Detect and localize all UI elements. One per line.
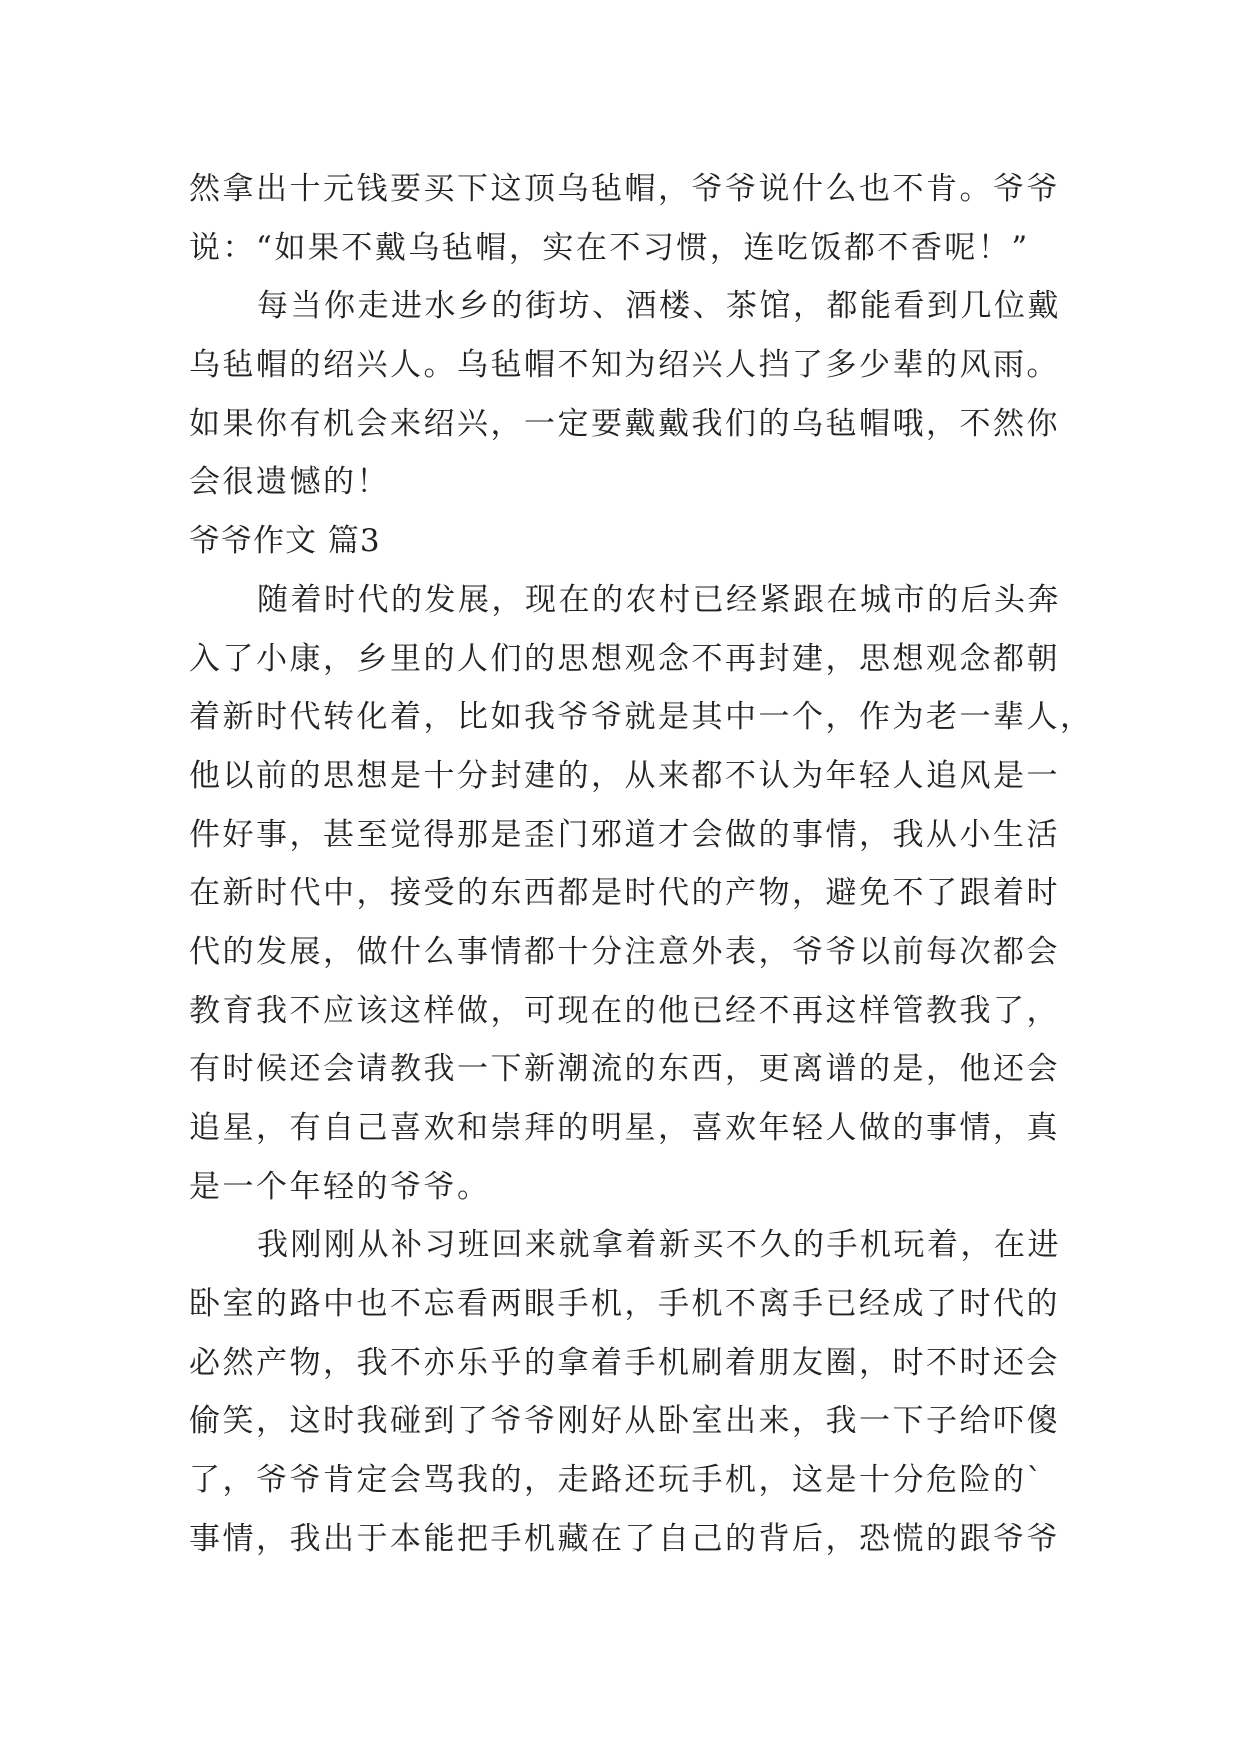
- document-body: [189, 160, 1094, 1569]
- text-line: 追星，有自己喜欢和崇拜的明星，喜欢年轻人做的事情，真: [189, 1110, 1060, 1146]
- text-line: 教育我不应该这样做，可现在的他已经不再这样管教我了，: [189, 992, 1060, 1029]
- text-line: 乌毡帽的绍兴人。乌毡帽不知为绍兴人挡了多少辈的风雨。: [189, 347, 1060, 384]
- paragraph-start-line: 随着时代的发展，现在的农村已经紧跟在城市的后头奔: [257, 581, 1061, 618]
- paragraph-start-line: 每当你走进水乡的街坊、酒楼、茶馆，都能看到几位戴: [257, 288, 1061, 325]
- text-line: 必然产物，我不亦乐乎的拿着手机刷着朋友圈，时不时还会: [189, 1344, 1060, 1381]
- paragraph-start-line: 我刚刚从补习班回来就拿着新买不久的手机玩着，在进: [257, 1227, 1061, 1264]
- section-heading: 爷爷作文 篇3: [189, 523, 381, 560]
- text-line: 有时候还会请教我一下新潮流的东西，更离谱的是，他还会: [189, 1051, 1060, 1088]
- text-line: 然拿出十元钱要买下这顶乌毡帽，爷爷说什么也不肯。爷爷: [189, 171, 1060, 207]
- text-line: 偷笑，这时我碰到了爷爷刚好从卧室出来，我一下子给吓傻: [189, 1403, 1060, 1440]
- text-line: 说：“如果不戴乌毡帽，实在不习惯，连吃饭都不香呢！”: [189, 229, 1030, 266]
- text-line: 件好事，甚至觉得那是歪门邪道才会做的事情，我从小生活: [189, 816, 1060, 853]
- text-line: 代的发展，做什么事情都十分注意外表，爷爷以前每次都会: [189, 933, 1060, 970]
- text-line: 他以前的思想是十分封建的，从来都不认为年轻人追风是一: [189, 757, 1060, 794]
- text-line: 了，爷爷肯定会骂我的，走路还玩手机，这是十分危险的`: [189, 1462, 1045, 1499]
- text-line: 卧室的路中也不忘看两眼手机，手机不离手已经成了时代的: [189, 1286, 1060, 1323]
- text-line: 会很遗憾的！: [189, 464, 390, 501]
- text-line: 如果你有机会来绍兴，一定要戴戴我们的乌毡帽哦，不然你: [189, 405, 1060, 442]
- text-line: 在新时代中，接受的东西都是时代的产物，避免不了跟着时: [189, 875, 1060, 912]
- text-line: 事情，我出于本能把手机藏在了自己的背后，恐慌的跟爷爷: [189, 1520, 1060, 1557]
- text-line: 着新时代转化着，比如我爷爷就是其中一个，作为老一辈人，: [189, 699, 1094, 736]
- text-line: 是一个年轻的爷爷。: [189, 1168, 491, 1205]
- text-line: 入了小康，乡里的人们的思想观念不再封建，思想观念都朝: [189, 640, 1060, 677]
